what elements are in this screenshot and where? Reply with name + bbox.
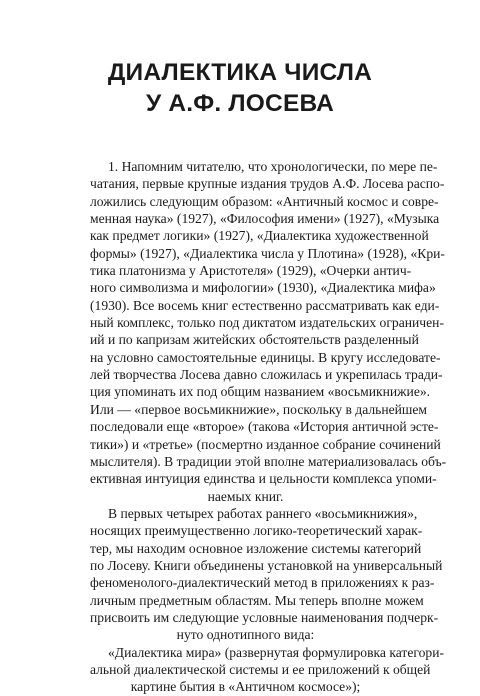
text-line: Или — «первое восьмикнижие», поскольку в дальнейшем — [90, 401, 428, 417]
text-line: ложились следующим образом: «Античный космос и совре- — [90, 193, 439, 209]
text-line: «Диалектика мира» (развернутая формулировка категори- — [108, 644, 445, 660]
text-line: картине бытия в «Античном космосе»); — [130, 679, 361, 695]
text-line: ий и по капризам житейских обстоятельств разделенный — [90, 332, 419, 348]
text-line: по Лосеву. Книги объединены установкой на универсальный — [90, 557, 443, 573]
text-line: формы» (1927), «Диалектика числа у Плотина» (1928), «Кри- — [90, 245, 445, 261]
chapter-title-line-1: ДИАЛЕКТИКА ЧИСЛА — [107, 59, 373, 86]
text-line: носящих преимущественно логико-теоретический харак- — [90, 523, 423, 539]
text-line: тер, мы находим основное изложение системы категорий — [90, 540, 422, 556]
text-line: лей творчества Лосева давно сложилась и укрепилась тради- — [90, 367, 443, 383]
text-line: нуто однотипного вида: — [176, 627, 315, 643]
text-line: на условно самостоятельные единицы. В кругу исследовате- — [90, 349, 441, 365]
text-line: 1. Напомним читателю, что хронологически, по мере пе- — [108, 159, 438, 174]
text-line: ективная интуиция единства и цельности комплекса упоми- — [90, 471, 437, 487]
text-line: личным предметным областям. Мы теперь вполне можем — [90, 592, 424, 608]
text-line: ция упоминать их под общим названием «восьмикнижие». — [90, 384, 431, 400]
text-line: последовали еще «второе» (такова «История античной эсте- — [90, 419, 439, 435]
text-line: альной диалектической системы и ее приложений к общей — [90, 661, 431, 677]
text-line: тики») и «третье» (посмертно изданное собрание сочинений — [90, 436, 441, 452]
text-line: мыслителя). В традиции этой вполне материализовалась объ- — [90, 453, 447, 469]
text-line: как предмет логики» (1927), «Диалектика художественной — [90, 228, 429, 244]
text-line: присвоить им следующие условные наименования подчерк- — [90, 609, 439, 625]
text-line: ный комплекс, только под диктатом издательских ограничен- — [90, 315, 444, 331]
text-line: менная наука» (1927), «Философия имени» (1927), «Музыка — [90, 211, 440, 227]
text-line: чатания, первые крупные издания трудов А.Ф. Лосева распо- — [90, 176, 445, 192]
text-line: ного символизма и мифологии» (1930), «Диалектика мифа» — [90, 280, 436, 296]
text-line: (1930). Все восемь книг естественно рассматривать как еди- — [90, 297, 440, 313]
text-line: В первых четырех работах раннего «восьмикнижия», — [108, 505, 418, 521]
text-line: тика платонизма у Аристотеля» (1929), «Очерки антич- — [90, 263, 412, 279]
text-line: феноменолого-диалектический метод в приложениях к раз- — [90, 575, 435, 591]
body-text — [90, 158, 447, 696]
text-line: наемых книг. — [207, 488, 284, 504]
chapter-title-line-2: У А.Ф. ЛОСЕВА — [145, 90, 335, 117]
